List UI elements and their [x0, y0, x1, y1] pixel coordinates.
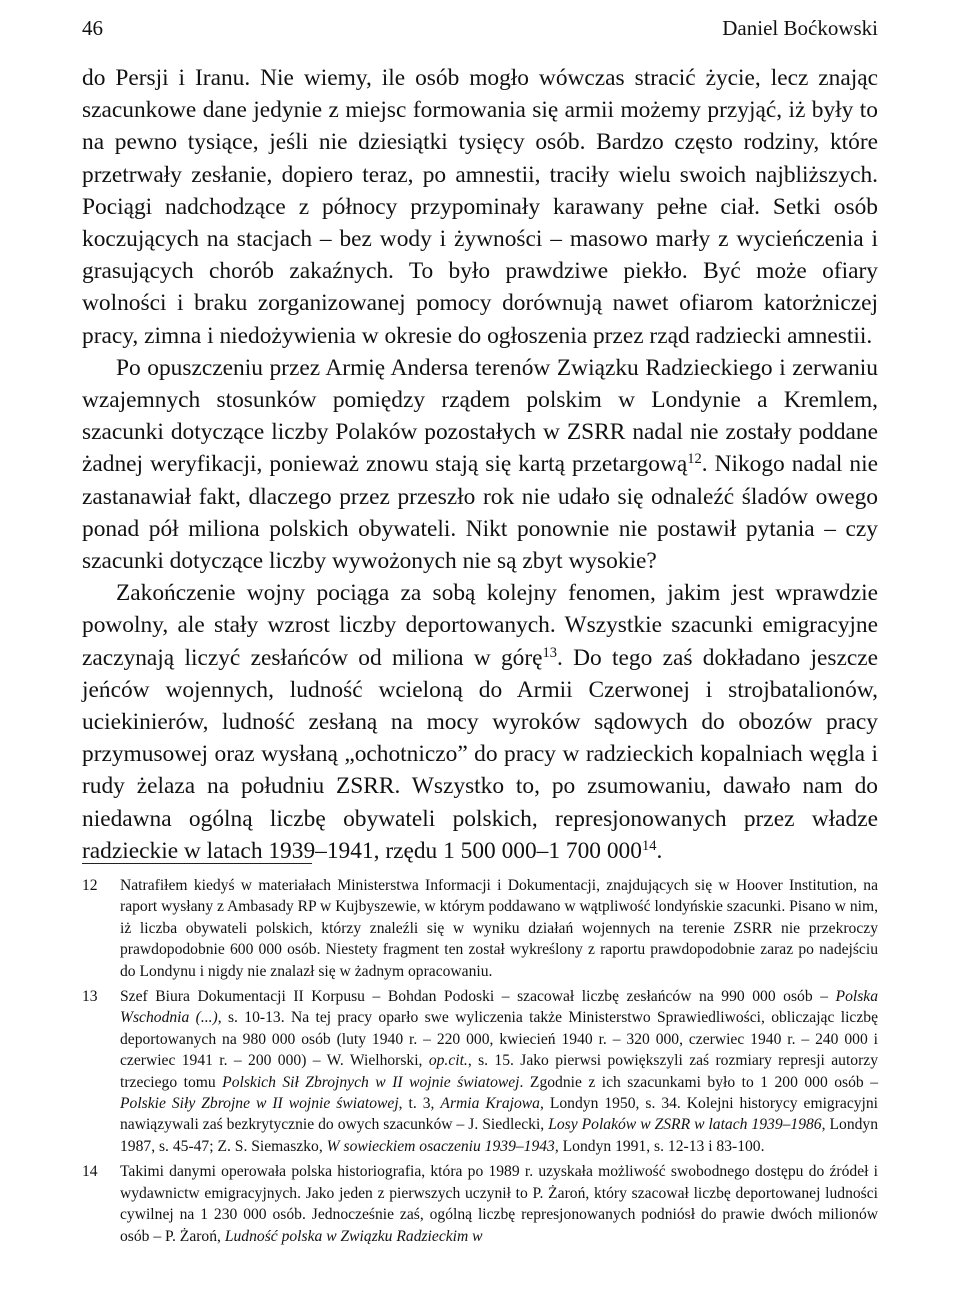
- text-run: , t. 3,: [398, 1095, 441, 1113]
- footnote-separator: [82, 863, 312, 864]
- text-run: do Persji i Iranu. Nie wiemy, ile osób mogło wówczas stracić życie, lecz znając szacunkowe dane jedynie z miejsc formowania się armii możemy przyjąć, iż były to na pewno tysiące, jeśli nie dziesiątki tysięcy osób. Bardzo często rodziny, które przetrwały zesłanie, dopiero teraz, po amnestii, traciły wielu swoich najbliższych. Pociągi nadchodzące z północy przypominały karawany pełne ciał. Setki osób koczujących na stacjach – bez wody i żywności – masowo marły z wycieńczenia i grasujących chorób zakaźnych. To było prawdziwe piekło. Być może ofiary wolności i braku zorganizowanej pomocy dorównują nawet ofiarom katorżniczej pracy, zimna i niedożywienia w okresie do ogłoszenia przez rząd radziecki amnestii.: [82, 65, 878, 349]
- footnote-14: [82, 1161, 878, 1247]
- footnote-number: 12: [82, 877, 98, 894]
- italic-title: Armia Krajowa: [440, 1095, 540, 1113]
- main-text: [82, 62, 878, 867]
- footnote-number: 13: [82, 988, 98, 1006]
- text-run: Po opuszczeniu przez Armię Andersa terenów Związku Radzieckiego i zerwaniu wzajemnych stosunków pomiędzy rządem polskim w Londynie a Kremlem, szacunki dotyczące liczby Polaków pozostałych w ZSRR nadal nie zostały poddane żadnej weryfikacji, ponieważ znowu stają się kartą przetargową: [82, 354, 878, 478]
- footnote-ref: 12: [687, 451, 702, 468]
- text-run: . Zgodnie z ich szacunkami było to 1 200 000 osób –: [519, 1073, 879, 1091]
- footnote-12: [82, 875, 878, 982]
- running-header: [82, 16, 878, 50]
- footnotes: [82, 875, 878, 1251]
- text-run: Takimi danymi operowała polska historiografia, która po 1989 r. uzyskała możliwość swobodnego dostępu do źródeł i wydawnictw emigracyjnych. Jako jeden z pierwszych uczynił to P. Żaroń, który szacował liczbę deportowanej ludności cywilnej na 1 230 000 osób. Jednocześnie zaś, ogólną liczbę represjonowanych podniósł do prawie dwóch milionów osób – P. Żaroń,: [120, 1163, 878, 1245]
- text-run: , Londyn 1991, s. 12-13 i 83-100.: [554, 1137, 765, 1155]
- paragraph: [82, 577, 878, 867]
- running-head-author: Daniel Boćkowski: [722, 16, 878, 40]
- text-run: . Do tego zaś dokładano jeszcze jeńców wojennych, ludność wcieloną do Armii Czerwonej i strojbatalionów, uciekinierów, ludność zesłaną na mocy wyroków sądowych do obozów pracy przymusowej oraz wysłaną „ochotniczo” do pracy w radzieckich kopalniach węgla i rudy żelaza na południu ZSRR. Wszystko to, po zsumowaniu, dawało nam do niedawna ogólną liczbę obywateli polskich, represjonowanych przez władze radzieckie w latach 1939–1941, rzędu 1 500 000–1 700 000: [82, 644, 878, 864]
- text-run: Natrafiłem kiedyś w materiałach Ministerstwa Informacji i Dokumentacji, znajdujących się w Hoover Institution, na raport wysłany z Ambasady RP w Kujbyszewie, w którym poddawano w wątpliwość londyńskie szacunki. Pisano w nim, iż liczba obywateli polskich, którzy znaleźli się w wyniku działań wojennych na terenie ZSRR nie przekroczy prawdopodobnie 600 000 osób. Niestety fragment ten został wykreślony z raportu prawdopodobnie zaraz po nadejściu do Londynu i nigdy nie znalazł się w żadnym opracowaniu.: [120, 877, 878, 980]
- text-run: , Londyn 1987, s. 45-47; Z. S. Siemaszko,: [120, 1116, 879, 1155]
- text-run: , s. 10-13. Na tej pracy oparło swe wyliczenia także Ministerstwo Sprawiedliwości, obliczając liczbę deportowanych na 980 000 osób (luty 1940 r. – 220 000, kwiecień 1940 r. – 320 000, czerwiec 1940 r. – 240 000 i czerwiec 1941 r. – 200 000) – W. Wielhorski,: [120, 1009, 878, 1070]
- italic-title: op.cit.: [428, 1052, 468, 1070]
- paragraph: [82, 62, 878, 352]
- page-number: 46: [82, 16, 103, 40]
- text-run: Zakończenie wojny pociąga za sobą kolejny fenomen, jakim jest wprawdzie powolny, ale stały wzrost liczby deportowanych. Wszystkie szacunki emigracyjne zaczynają liczyć zesłańców od miliona w górę: [82, 580, 878, 671]
- italic-title: Polskich Sił Zbrojnych w II wojnie światowej: [222, 1073, 520, 1091]
- footnote-13: [82, 986, 878, 1157]
- italic-title: Polskie Siły Zbrojne w II wojnie światowej: [120, 1095, 399, 1113]
- text-run: . Nikogo nadal nie zastanawiał fakt, dlaczego przez przeszło rok nie udało się odnaleźć śladów owego ponad pół miliona polskich obywateli. Nikt ponownie nie postawił pytania – czy szacunki dotyczące liczby wywożonych nie są zbyt wysokie?: [82, 451, 879, 575]
- text-run: .: [656, 837, 663, 864]
- text-run: , Londyn 1950, s. 34. Kolejni historycy emigracyjni nawiązywali zaś bezkrytycznie do owych szacunków – J. Siedlecki,: [120, 1095, 879, 1134]
- text-run: Szef Biura Dokumentacji II Korpusu – Bohdan Podoski – szacował liczbę zesłańców na 990 000 osób –: [120, 988, 836, 1006]
- footnote-number: 14: [82, 1163, 98, 1181]
- text-run: , s. 15. Jako pierwsi powiększyli zaś rozmiary represji autorzy trzeciego tomu: [120, 1052, 878, 1091]
- italic-title: Ludność polska w Związku Radzieckim w: [224, 1227, 483, 1245]
- italic-title: Losy Polaków w ZSRR w latach 1939–1986: [548, 1116, 822, 1134]
- paragraph: [82, 352, 878, 577]
- italic-title: Polska Wschodnia (...): [120, 988, 878, 1027]
- italic-title: W sowieckiem osaczeniu 1939–1943: [326, 1137, 555, 1155]
- footnote-ref: 14: [641, 837, 657, 854]
- footnote-ref: 13: [542, 644, 557, 661]
